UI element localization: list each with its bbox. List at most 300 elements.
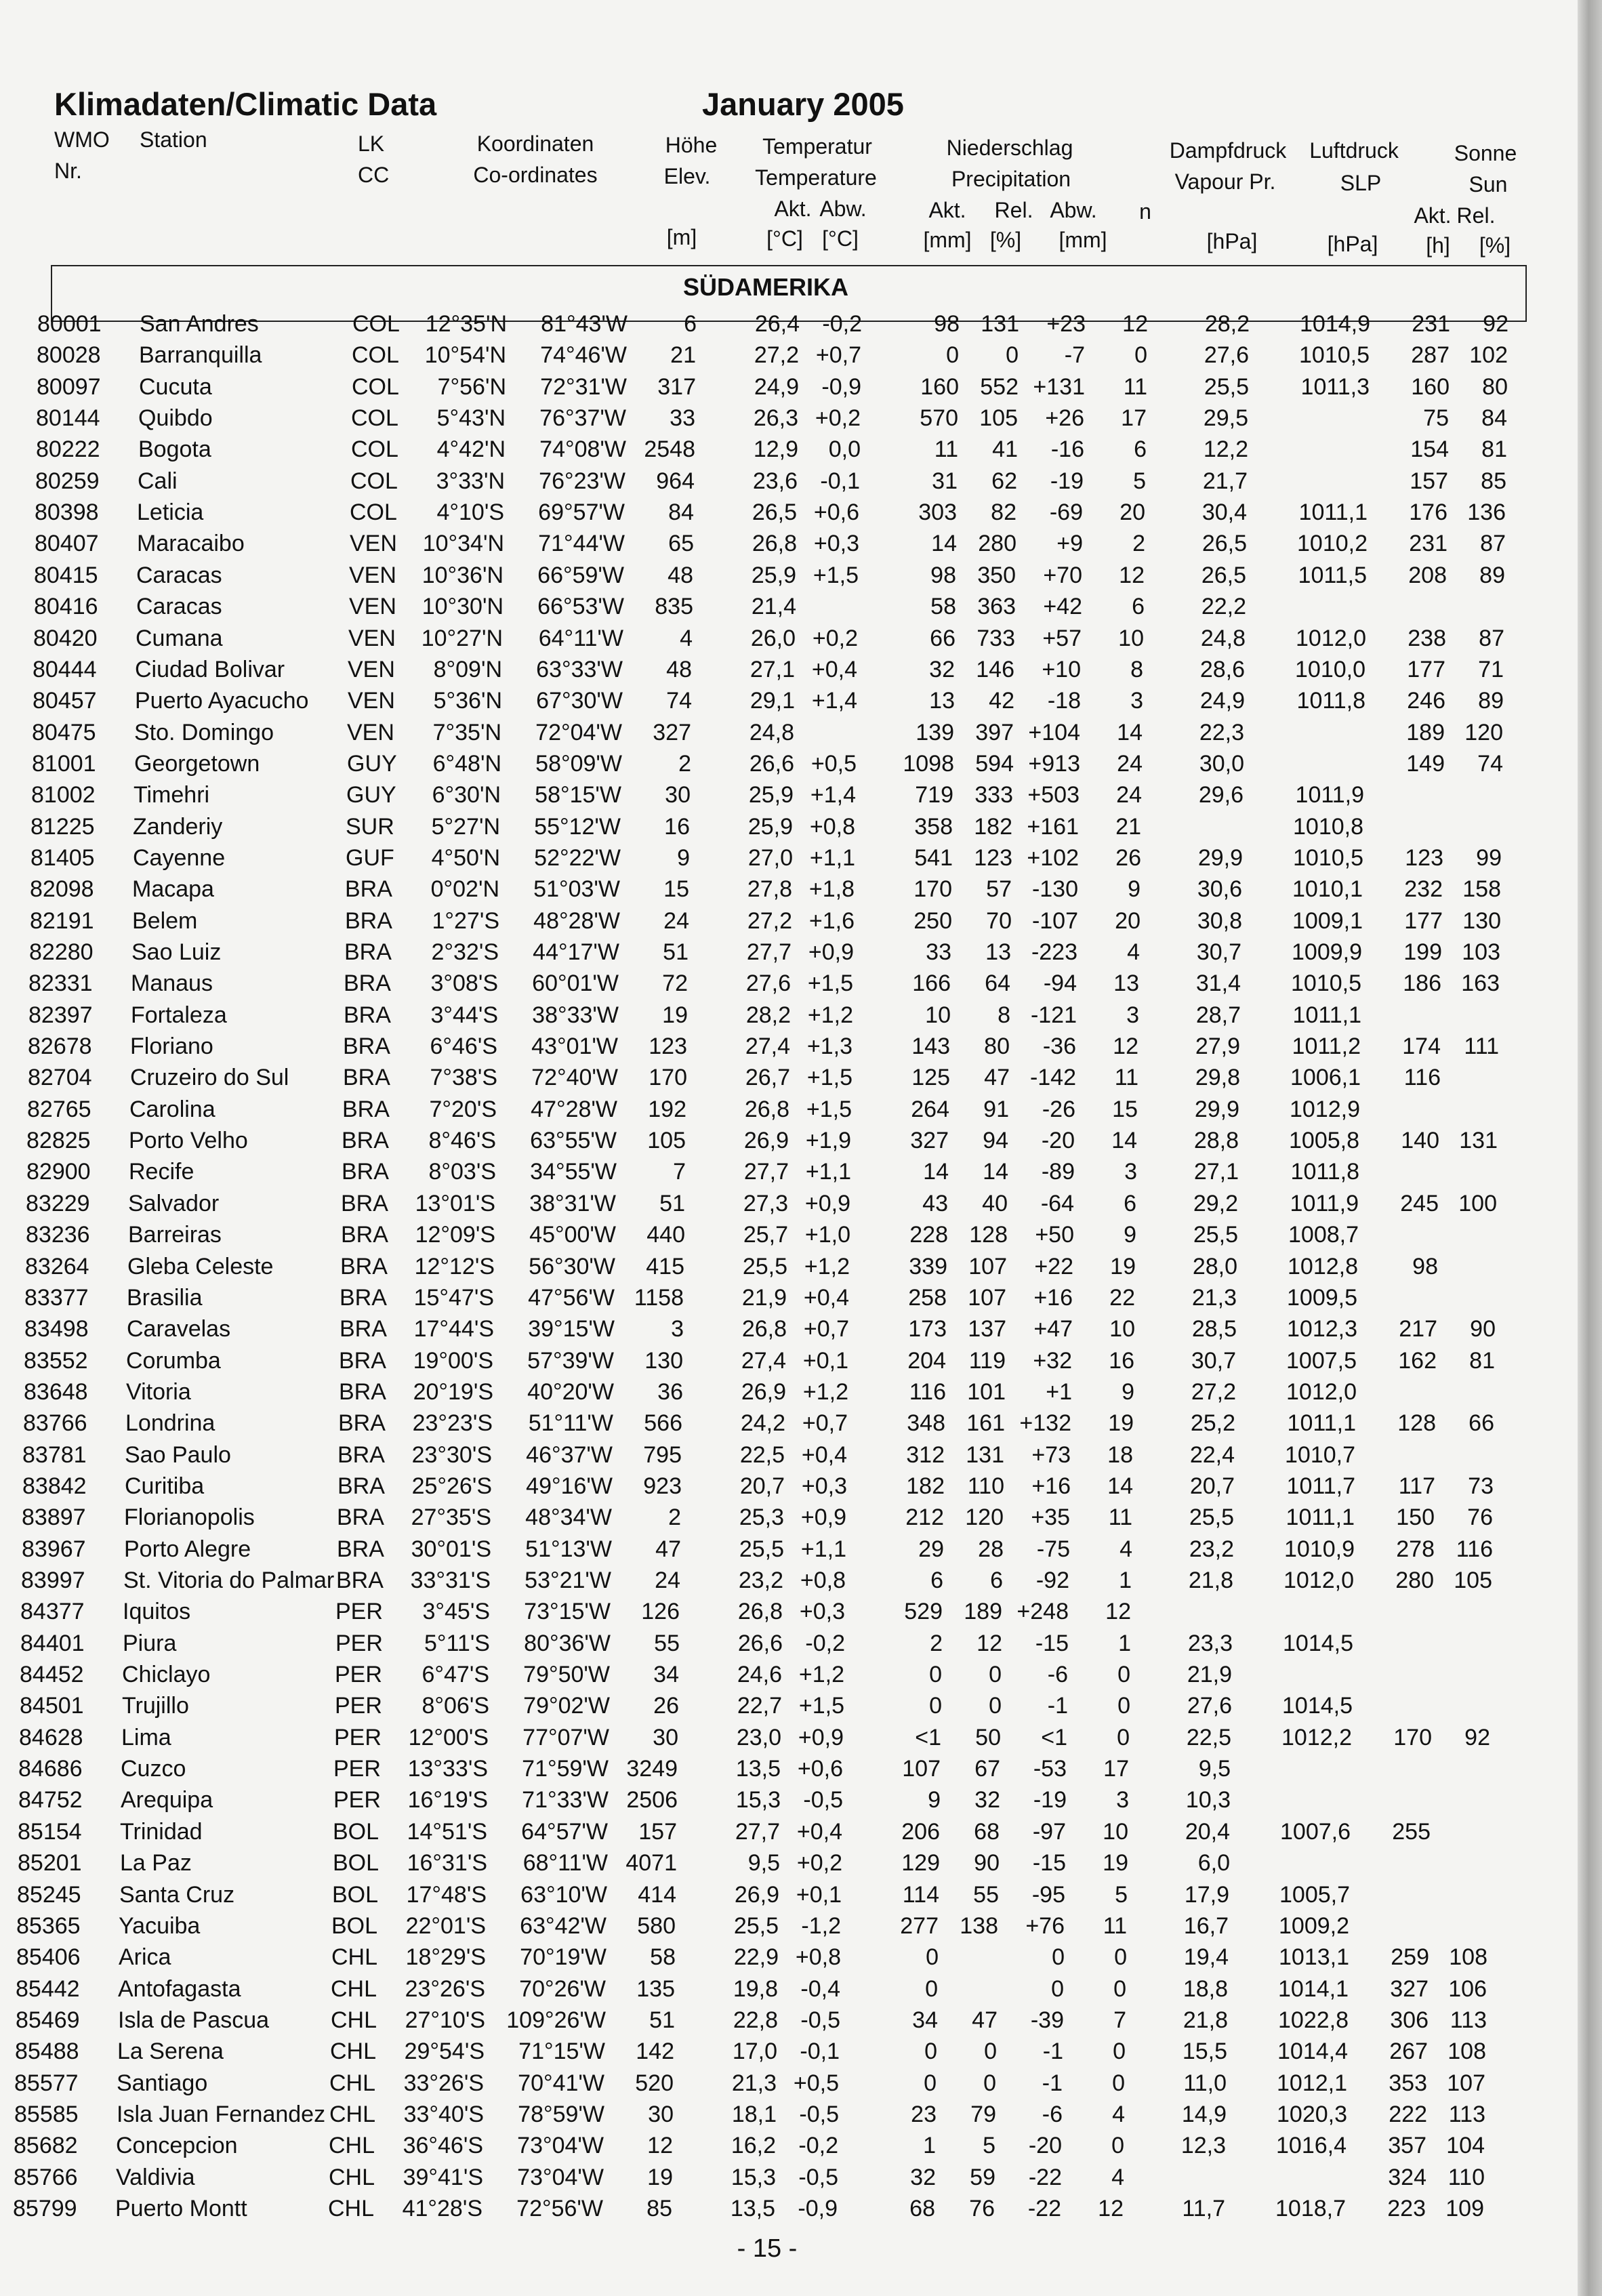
prec-abw: -53 — [1033, 1756, 1067, 1782]
table-row — [0, 1440, 1578, 1470]
latitude: 5°36'N — [433, 688, 502, 714]
prec-abw: -22 — [1027, 2196, 1061, 2221]
sun-rel: 71 — [1478, 656, 1504, 682]
vapour-pressure: 21,7 — [1202, 468, 1248, 494]
latitude: 7°56'N — [437, 373, 506, 400]
sun-akt: 177 — [1404, 907, 1443, 934]
sea-level-pressure: 1011,1 — [1298, 499, 1368, 526]
prec-akt: 212 — [905, 1504, 944, 1531]
vapour-pressure: 25,5 — [1193, 1222, 1238, 1248]
temp-akt: 22,9 — [733, 1944, 779, 1971]
sun-rel: 87 — [1479, 625, 1504, 651]
elevation: 30 — [648, 2101, 674, 2127]
table-row — [0, 2131, 1578, 2160]
elevation: 415 — [646, 1253, 684, 1279]
table-row — [0, 560, 1578, 590]
header-temp-en: Temperature — [755, 165, 877, 190]
station-name: St. Vitoria do Palmar — [123, 1567, 335, 1593]
station-name: Trujillo — [122, 1693, 189, 1719]
temp-akt: 27,1 — [749, 656, 795, 682]
table-row — [0, 529, 1578, 558]
latitude: 16°31'S — [407, 1850, 487, 1877]
temp-akt: 27,3 — [743, 1190, 788, 1216]
latitude: 19°00'S — [413, 1347, 493, 1374]
wmo-number: 83377 — [24, 1284, 89, 1311]
longitude: 43°01'W — [531, 1033, 618, 1060]
table-row — [0, 1911, 1578, 1941]
station-name: Antofagasta — [118, 1975, 241, 2002]
sun-rel: 89 — [1479, 562, 1505, 588]
elevation: 48 — [668, 562, 693, 588]
latitude: 23°30'S — [411, 1441, 492, 1468]
wmo-number: 85154 — [18, 1818, 82, 1845]
table-row — [0, 2099, 1578, 2129]
sea-level-pressure: 1011,8 — [1290, 1159, 1359, 1185]
temp-akt: 26,5 — [752, 499, 797, 526]
prec-days: 17 — [1121, 405, 1147, 432]
latitude: 23°23'S — [412, 1410, 493, 1437]
longitude: 73°04'W — [517, 2133, 604, 2159]
prec-akt: 541 — [914, 844, 953, 871]
longitude: 48°34'W — [525, 1504, 612, 1531]
station-name: Fortaleza — [131, 1002, 227, 1028]
longitude: 51°03'W — [533, 876, 620, 903]
temp-abw: +0,6 — [813, 499, 859, 526]
wmo-number: 85406 — [16, 1944, 81, 1971]
latitude: 29°54'S — [404, 2038, 485, 2065]
country-code: VEN — [350, 531, 397, 557]
temp-akt: 26,8 — [752, 531, 797, 557]
prec-akt: 98 — [930, 562, 956, 588]
prec-abw: +70 — [1043, 562, 1082, 588]
longitude: 70°26'W — [519, 1975, 606, 2002]
country-code: CHL — [330, 2038, 377, 2065]
vapour-pressure: 28,8 — [1193, 1128, 1239, 1154]
month-title: January 2005 — [702, 86, 904, 122]
vapour-pressure: 15,5 — [1182, 2038, 1227, 2065]
temp-abw: +0,9 — [808, 939, 854, 965]
table-row — [0, 1031, 1578, 1061]
prec-days: 0 — [1114, 1944, 1127, 1971]
latitude: 27°10'S — [405, 2007, 485, 2033]
station-name: Yacuiba — [119, 1912, 201, 1939]
prec-akt: 34 — [912, 2007, 938, 2033]
prec-akt: 10 — [925, 1002, 951, 1028]
sun-rel: 81 — [1469, 1347, 1495, 1374]
country-code: BRA — [340, 1253, 388, 1279]
sun-akt: 255 — [1392, 1818, 1431, 1845]
temp-akt: 26,4 — [754, 311, 800, 337]
station-name: Gleba Celeste — [127, 1253, 274, 1279]
sea-level-pressure: 1020,3 — [1277, 2101, 1347, 2127]
station-name: Leticia — [137, 499, 204, 526]
vapour-pressure: 27,6 — [1204, 342, 1249, 369]
station-name: Recife — [129, 1159, 194, 1185]
sun-akt: 154 — [1410, 436, 1449, 463]
temp-akt: 26,8 — [741, 1316, 787, 1342]
header-slp-de: Luftdruck — [1309, 138, 1399, 163]
temp-akt: 13,5 — [730, 2196, 775, 2221]
country-code: BRA — [336, 1567, 384, 1593]
prec-rel: 76 — [969, 2196, 995, 2221]
prec-akt: 719 — [915, 782, 953, 808]
vapour-pressure: 20,7 — [1189, 1473, 1235, 1499]
sun-akt: 357 — [1388, 2133, 1426, 2159]
temp-akt: 26,9 — [743, 1128, 789, 1154]
longitude: 67°30'W — [536, 688, 623, 714]
temp-akt: 21,9 — [741, 1284, 787, 1311]
temp-abw: +0,4 — [796, 1818, 842, 1845]
temp-akt: 24,9 — [754, 373, 799, 400]
vapour-pressure: 20,4 — [1185, 1818, 1230, 1845]
vapour-pressure: 21,8 — [1183, 2007, 1228, 2033]
prec-abw: +35 — [1031, 1504, 1070, 1531]
sun-akt: 160 — [1411, 373, 1450, 400]
prec-days: 7 — [1113, 2007, 1126, 2033]
country-code: GUF — [346, 844, 394, 871]
wmo-number: 81002 — [31, 782, 96, 808]
elevation: 58 — [650, 1944, 676, 1971]
temp-akt: 13,5 — [735, 1756, 781, 1782]
prec-akt: 312 — [906, 1441, 945, 1468]
temp-abw: +0,6 — [797, 1756, 843, 1782]
table-row — [0, 1754, 1578, 1784]
prec-days: 3 — [1116, 1787, 1129, 1813]
sun-rel: 104 — [1446, 2133, 1485, 2159]
prec-days: 0 — [1117, 1662, 1130, 1688]
station-name: Cuzco — [121, 1756, 186, 1782]
longitude: 51°13'W — [525, 1536, 612, 1562]
longitude: 79°50'W — [523, 1662, 610, 1688]
wmo-number: 85766 — [14, 2164, 78, 2190]
prec-abw: -36 — [1042, 1033, 1076, 1060]
temp-abw: -0,4 — [800, 1975, 840, 2002]
country-code: BRA — [343, 1033, 390, 1060]
wmo-number: 83236 — [26, 1222, 90, 1248]
sun-akt: 327 — [1390, 1975, 1429, 2002]
prec-rel: 131 — [981, 311, 1019, 337]
prec-days: 1 — [1118, 1630, 1131, 1656]
sun-akt: 287 — [1411, 342, 1450, 369]
header-slp-en: SLP — [1340, 171, 1382, 195]
prec-akt: 327 — [910, 1128, 949, 1154]
table-row — [0, 1817, 1578, 1847]
sea-level-pressure: 1007,5 — [1286, 1347, 1357, 1374]
prec-days: 11 — [1108, 1504, 1132, 1531]
vapour-pressure: 30,7 — [1191, 1347, 1236, 1374]
latitude: 25°26'S — [411, 1473, 492, 1499]
temp-akt: 27,8 — [747, 876, 792, 903]
temp-abw: +1,5 — [813, 562, 859, 588]
wmo-number: 85682 — [14, 2133, 78, 2159]
temp-abw: -0,1 — [820, 468, 860, 494]
prec-abw: -94 — [1043, 970, 1077, 997]
latitude: 20°19'S — [413, 1378, 493, 1405]
latitude: 17°48'S — [406, 1881, 487, 1908]
sun-akt: 150 — [1396, 1504, 1435, 1531]
elevation: 47 — [655, 1536, 681, 1562]
vapour-pressure: 22,4 — [1189, 1441, 1235, 1468]
latitude: 8°46'S — [428, 1128, 496, 1154]
vapour-pressure: 25,2 — [1190, 1410, 1235, 1437]
table-row — [0, 1597, 1578, 1626]
temp-akt: 28,2 — [745, 1002, 791, 1028]
table-row — [0, 1723, 1578, 1752]
country-code: BRA — [342, 1096, 390, 1122]
table-row — [0, 1346, 1578, 1376]
elevation: 72 — [662, 970, 688, 997]
station-name: Cali — [138, 468, 178, 494]
sea-level-pressure: 1022,8 — [1278, 2007, 1349, 2033]
longitude: 78°59'W — [518, 2101, 604, 2127]
temp-abw: +1,9 — [805, 1128, 851, 1154]
header-coord-de: Koordinaten — [476, 131, 594, 156]
station-name: Santiago — [117, 2070, 208, 2096]
temp-abw: +1,3 — [806, 1033, 853, 1060]
prec-abw: -1 — [1047, 1693, 1068, 1719]
longitude: 46°37'W — [526, 1441, 613, 1468]
wmo-number: 80144 — [36, 405, 100, 432]
sea-level-pressure: 1014,9 — [1300, 311, 1370, 337]
elevation: 835 — [655, 594, 693, 620]
station-name: Iquitos — [123, 1599, 191, 1625]
vapour-pressure: 31,4 — [1195, 970, 1241, 997]
wmo-number: 80475 — [32, 719, 96, 745]
country-code: CHL — [331, 2007, 377, 2033]
table-row — [0, 403, 1578, 433]
vapour-pressure: 22,2 — [1201, 594, 1246, 620]
prec-abw: +23 — [1046, 311, 1086, 337]
latitude: 8°09'N — [433, 656, 502, 682]
elevation: 51 — [659, 1190, 685, 1216]
wmo-number: 82765 — [27, 1096, 91, 1122]
prec-rel: 333 — [974, 782, 1013, 808]
temp-akt: 9,5 — [747, 1850, 780, 1877]
sun-akt: 186 — [1403, 970, 1441, 997]
wmo-number: 84452 — [20, 1662, 84, 1688]
temp-abw: +0,5 — [793, 2070, 839, 2096]
temp-akt: 25,5 — [733, 1912, 779, 1939]
temp-abw: -0,5 — [803, 1787, 843, 1813]
prec-rel: 105 — [979, 405, 1018, 432]
table-row — [0, 780, 1578, 810]
station-name: Sao Luiz — [131, 939, 222, 965]
country-code: PER — [335, 1693, 382, 1719]
prec-akt: 23 — [911, 2101, 937, 2127]
country-code: BRA — [339, 1347, 386, 1374]
vapour-pressure: 29,5 — [1203, 405, 1248, 432]
prec-rel: 68 — [974, 1818, 1000, 1845]
prec-akt: 264 — [911, 1096, 949, 1122]
prec-abw: +32 — [1033, 1347, 1072, 1374]
longitude: 109°26'W — [506, 2007, 606, 2033]
latitude: 15°47'S — [413, 1284, 494, 1311]
station-name: Cumana — [136, 625, 223, 651]
vapour-pressure: 23,2 — [1189, 1536, 1234, 1562]
latitude: 12°12'S — [414, 1253, 495, 1279]
prec-days: 1 — [1119, 1567, 1132, 1593]
country-code: VEN — [348, 656, 395, 682]
elevation: 130 — [644, 1347, 683, 1374]
table-row — [0, 968, 1578, 998]
sea-level-pressure: 1010,9 — [1284, 1536, 1355, 1562]
latitude: 7°38'S — [430, 1065, 497, 1091]
wmo-number: 82280 — [29, 939, 94, 965]
latitude: 10°30'N — [422, 594, 504, 620]
country-code: COL — [350, 499, 397, 526]
temp-akt: 22,7 — [737, 1693, 782, 1719]
temp-abw: +0,9 — [800, 1504, 846, 1531]
prec-rel: 189 — [964, 1599, 1002, 1625]
latitude: 14°51'S — [407, 1818, 487, 1845]
header-slp-unit: [hPa] — [1327, 232, 1378, 256]
wmo-number: 80222 — [36, 436, 100, 463]
prec-abw: -223 — [1031, 939, 1077, 965]
longitude: 58°15'W — [535, 782, 621, 808]
longitude: 64°11'W — [538, 625, 623, 651]
longitude: 51°11'W — [528, 1410, 613, 1437]
elevation: 192 — [648, 1096, 686, 1122]
sea-level-pressure: 1014,1 — [1278, 1975, 1349, 2002]
sun-rel: 113 — [1450, 2007, 1487, 2033]
table-row — [0, 1189, 1578, 1218]
prec-rel: 32 — [974, 1787, 1000, 1813]
station-name: Sao Paulo — [125, 1441, 231, 1468]
latitude: 6°30'N — [432, 782, 501, 808]
prec-abw: +9 — [1056, 531, 1083, 557]
temp-abw: -0,2 — [798, 2133, 838, 2159]
prec-rel: 182 — [974, 813, 1012, 840]
elevation: 6 — [684, 311, 697, 337]
longitude: 45°00'W — [529, 1222, 616, 1248]
prec-rel: 280 — [978, 531, 1016, 557]
vapour-pressure: 21,3 — [1191, 1284, 1237, 1311]
latitude: 6°46'S — [430, 1033, 497, 1060]
country-code: COL — [350, 468, 398, 494]
prec-days: 14 — [1117, 719, 1143, 745]
sun-rel: 99 — [1476, 844, 1502, 871]
sea-level-pressure: 1010,5 — [1293, 844, 1363, 871]
wmo-number: 80444 — [33, 656, 97, 682]
temp-akt: 23,0 — [736, 1724, 781, 1750]
sea-level-pressure: 1012,8 — [1288, 1253, 1358, 1279]
vapour-pressure: 27,9 — [1195, 1033, 1240, 1060]
prec-abw: -26 — [1042, 1096, 1075, 1122]
sun-rel: 81 — [1481, 436, 1507, 463]
table-row — [0, 1094, 1578, 1124]
elevation: 36 — [657, 1378, 683, 1405]
temp-akt: 27,4 — [745, 1033, 790, 1060]
latitude: 12°00'S — [408, 1724, 489, 1750]
latitude: 3°33'N — [436, 468, 505, 494]
temp-abw: -0,9 — [798, 2196, 838, 2221]
table-row — [0, 1000, 1578, 1030]
country-code: COL — [351, 405, 398, 432]
prec-rel: 62 — [991, 468, 1017, 494]
country-code: CHL — [329, 2070, 376, 2096]
vapour-pressure: 29,2 — [1193, 1190, 1238, 1216]
sun-akt: 157 — [1410, 468, 1448, 494]
latitude: 10°36'N — [422, 562, 504, 588]
temp-abw: +0,4 — [801, 1441, 847, 1468]
prec-rel: 57 — [986, 876, 1012, 903]
prec-abw: -39 — [1030, 2007, 1064, 2033]
prec-days: 3 — [1124, 1159, 1137, 1185]
prec-abw: +50 — [1035, 1222, 1074, 1248]
header-station: Station — [140, 127, 207, 152]
prec-rel: 161 — [966, 1410, 1005, 1437]
elevation: 33 — [670, 405, 695, 432]
prec-abw: +248 — [1016, 1599, 1069, 1625]
table-row — [0, 718, 1578, 747]
elevation: 4 — [680, 625, 693, 651]
latitude: 18°29'S — [405, 1944, 486, 1971]
temp-abw: +1,5 — [806, 1065, 853, 1091]
prec-akt: 9 — [928, 1787, 941, 1813]
latitude: 33°26'S — [403, 2070, 484, 2096]
elevation: 414 — [638, 1881, 676, 1908]
temp-abw: +1,8 — [808, 876, 855, 903]
wmo-number: 82678 — [28, 1033, 92, 1060]
prec-abw: +42 — [1043, 594, 1082, 620]
sea-level-pressure: 1010,5 — [1291, 970, 1361, 997]
longitude: 55°12'W — [534, 813, 621, 840]
elevation: 26 — [653, 1693, 679, 1719]
prec-akt: 116 — [909, 1378, 946, 1405]
longitude: 58°09'W — [535, 750, 622, 777]
longitude: 63°33'W — [536, 656, 623, 682]
prec-akt: 98 — [934, 311, 960, 337]
station-name: Cayenne — [133, 844, 226, 871]
longitude: 70°41'W — [518, 2070, 604, 2096]
temp-akt: 15,3 — [731, 2164, 776, 2190]
station-name: Barreiras — [128, 1222, 222, 1248]
region-label: SÜDAMERIKA — [682, 273, 849, 301]
temp-akt: 24,6 — [737, 1662, 782, 1688]
prec-akt: 31 — [932, 468, 958, 494]
sun-rel: 103 — [1462, 939, 1500, 965]
elevation: 7 — [673, 1159, 686, 1185]
sea-level-pressure: 1006,1 — [1290, 1065, 1361, 1091]
prec-akt: 14 — [923, 1159, 949, 1185]
table-row — [0, 1880, 1578, 1910]
station-name: Ciudad Bolivar — [135, 656, 285, 682]
prec-abw: +16 — [1033, 1284, 1073, 1311]
longitude: 56°30'W — [529, 1253, 615, 1279]
header-lk: LK — [358, 131, 385, 156]
station-name: Manaus — [131, 970, 213, 997]
prec-rel: 107 — [968, 1253, 1007, 1279]
sun-rel: 76 — [1467, 1504, 1493, 1531]
prec-akt: 160 — [920, 373, 959, 400]
temp-akt: 25,9 — [748, 782, 794, 808]
prec-akt: 0 — [924, 2038, 937, 2065]
header-nr: Nr. — [54, 159, 82, 183]
longitude: 72°31'W — [540, 373, 627, 400]
sea-level-pressure: 1014,4 — [1277, 2038, 1348, 2065]
sun-akt: 353 — [1389, 2070, 1427, 2096]
latitude: 5°27'N — [431, 813, 500, 840]
prec-abw: -97 — [1032, 1818, 1066, 1845]
wmo-number: 84686 — [18, 1756, 83, 1782]
temp-akt: 27,0 — [747, 844, 793, 871]
prec-abw: -142 — [1029, 1065, 1076, 1091]
longitude: 71°59'W — [522, 1756, 609, 1782]
prec-rel: 64 — [985, 970, 1010, 997]
temp-abw: +0,7 — [802, 1410, 848, 1437]
prec-akt: 43 — [922, 1190, 948, 1216]
prec-abw: +57 — [1042, 625, 1082, 651]
